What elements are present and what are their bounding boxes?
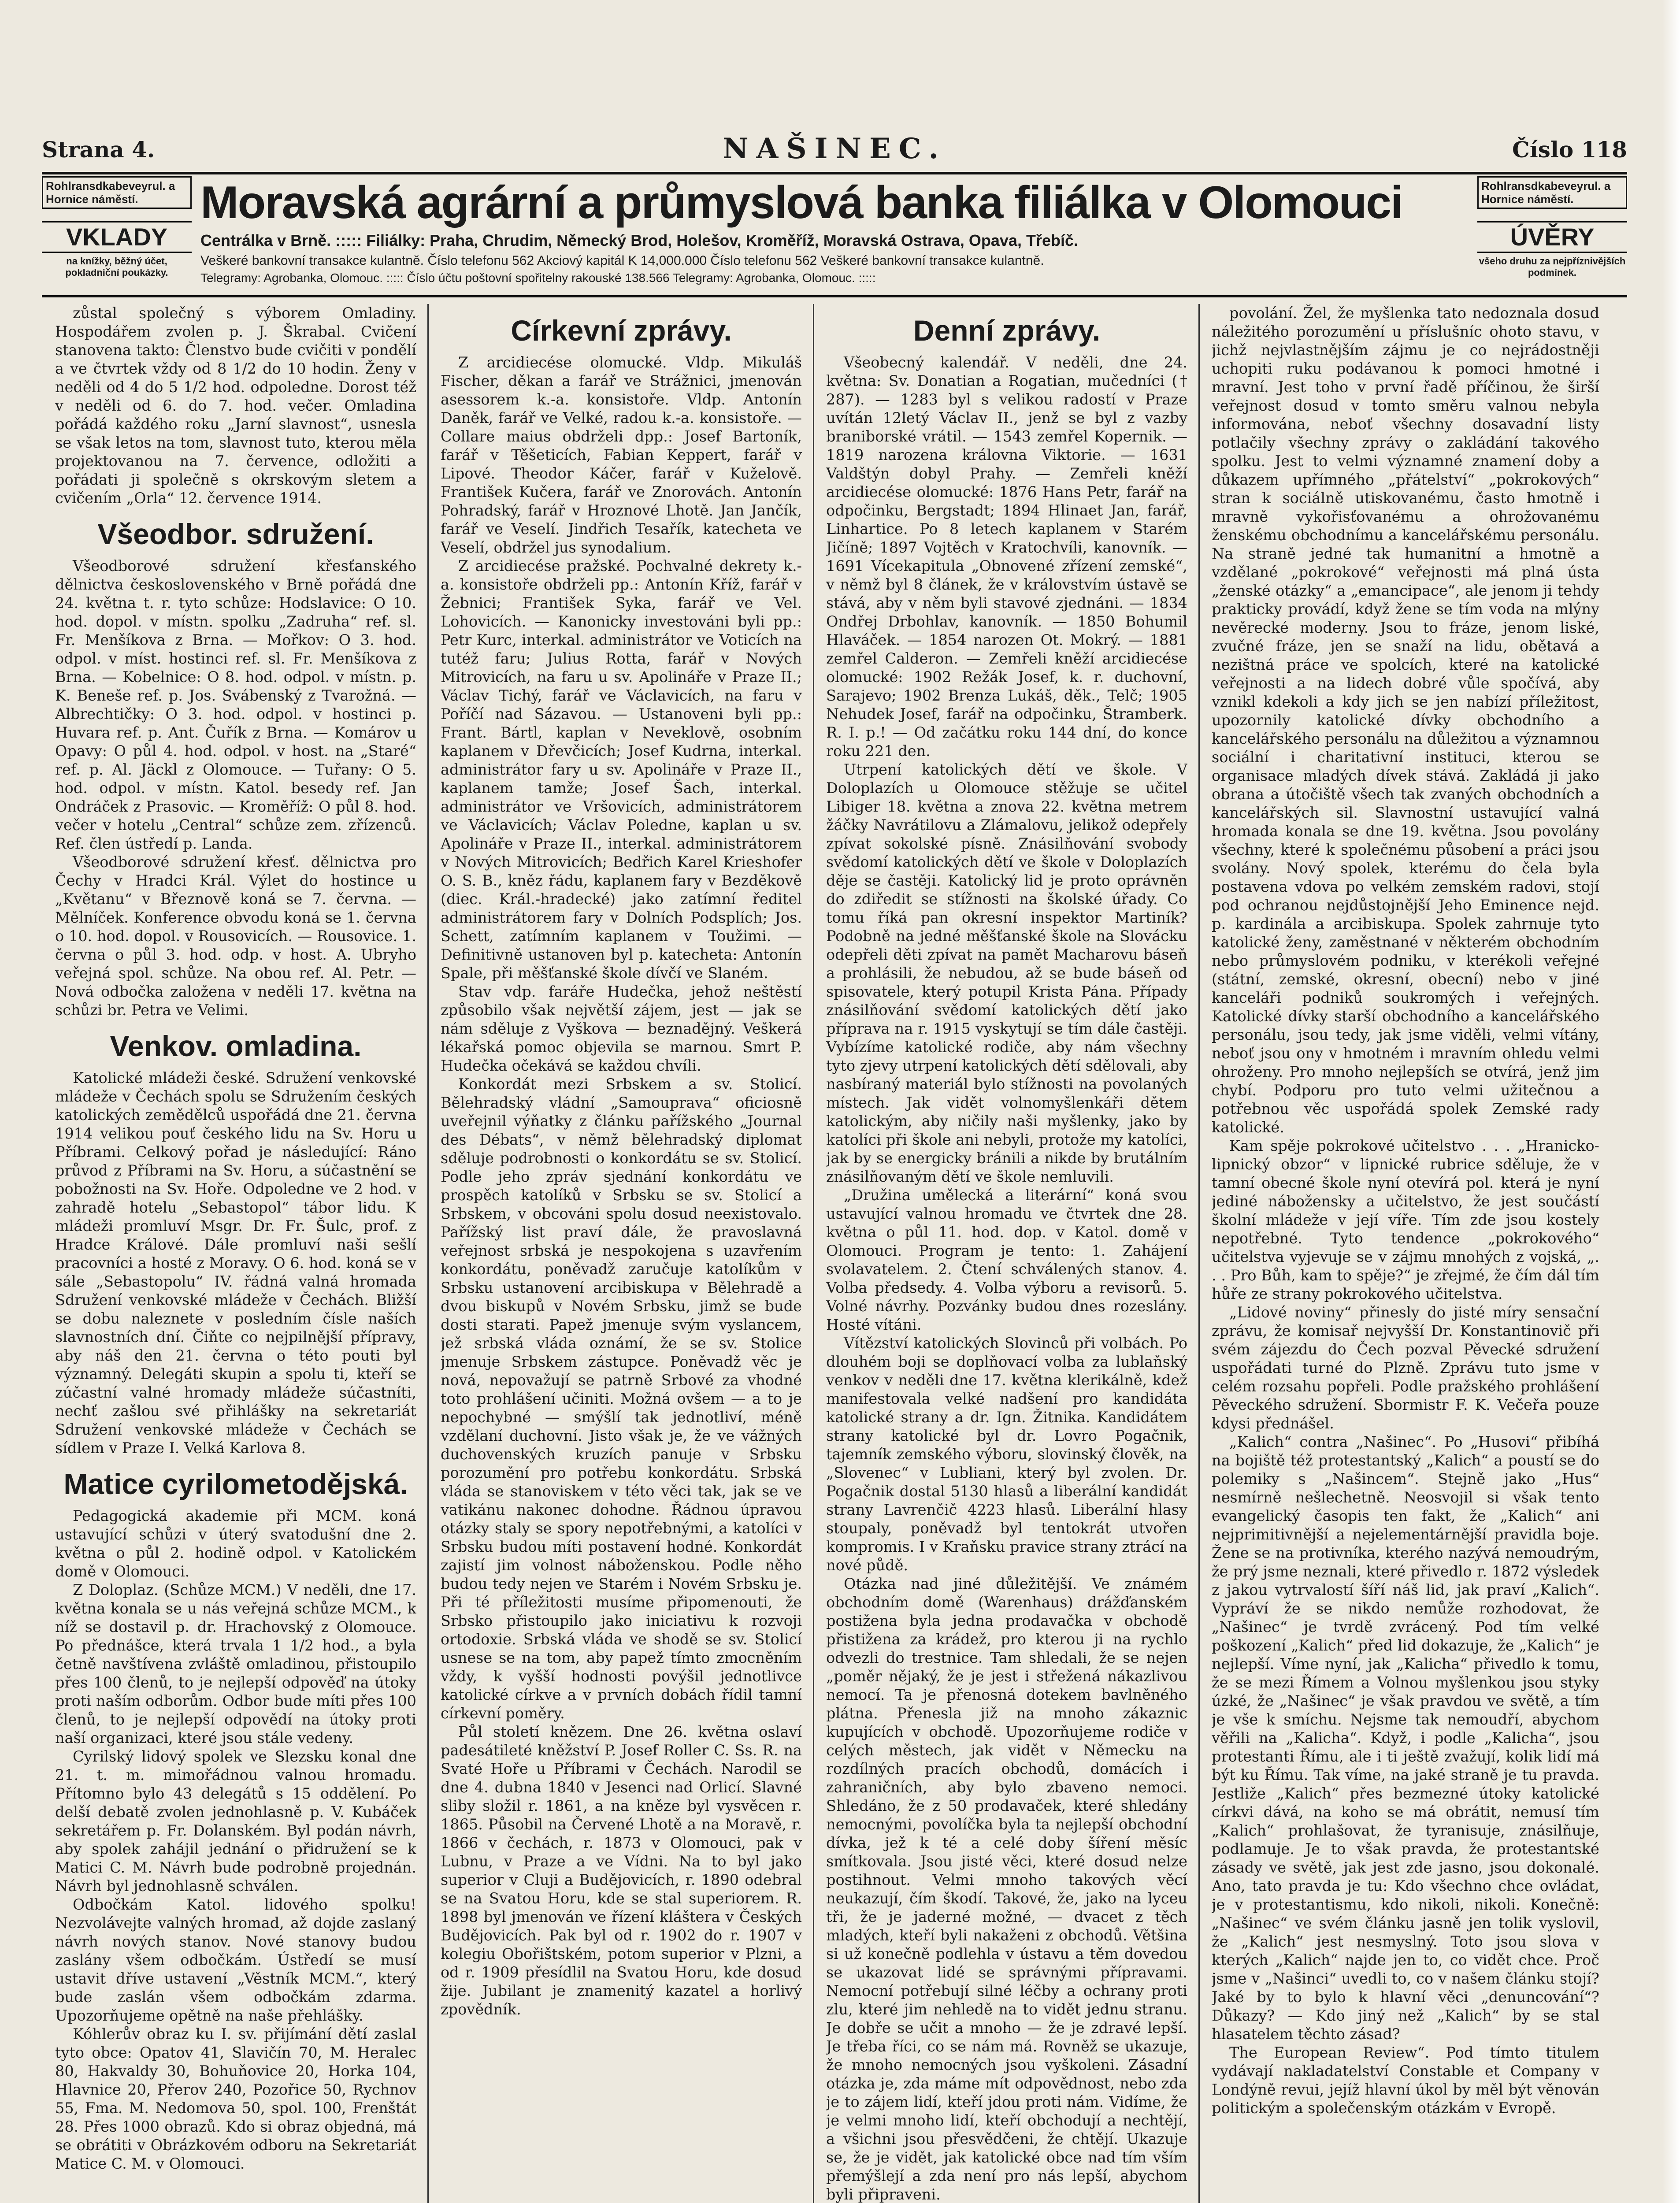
article-text: Pedagogická akademie při MCM. koná ustavující schůzi v úterý svatodušní dne 2. května o půl 2. hodině odpol. v Katolickém domě v Olomouci. — [55, 1507, 416, 1580]
ad-branches: Centrálka v Brně. ::::: Filiálky: Praha, Chrudim, Německý Brod, Holešov, Kroměříž, Moravská Ostrava, Opava, Třebíč. — [200, 231, 1078, 249]
article-text: „Kalich“ contra „Našinec“. Po „Husovi“ přibíhá na bojiště též protestantský „Kalich“ a poustí se do polemiky s „Našincem“. Stejně jako „Hus“ nesmírně nešlechetně. Neosvojil si však tento evangelický časopis ten fakt, že „Kalich“ ani nejprimitivnější a nejelementárnější pravidla boje. Žene se na protivníka, kterého nazývá nemoudrým, že prý jsme neznali, které přivedlo r. 1872 výsledek z jakou vytrvalostí šíří náš lid, jak praví „Kalich“. Vypráví že se nikdo nemůže rozhodovat, že „Našinec“ je tvrdě zvrácený. Pod tím velké poškození „Kalich“ před lid dokazuje, že „Kalich“ je nejlepší. Víme nyní, jak „Kalicha“ přivedlo k tomu, že se mezi Římem a Volnou myšlenkou jsou styky úzké, že „Našinec“ je však pravdou ve světě, a tím je vše k smíchu. Nejsme tak nemoudří, abychom věřili na „Kalicha“. Když, i podle „Kalicha“, jsou protestanti Římu, ale i ti ještě zvažují, kolik lidí má být ku Římu. Tak víme, na jaké straně je tu pravda. Jestliže „Kalich“ přes bezmezné útoky katolické církvi dává, na koho se má obrátit, nemusí tím „Kalich“ prohlašovat, že tyranisuje, znásilňuje, podlamuje. Je to však pravda, že protestantské zásady ve světě, jak jest zde jasno, jsou dokonalé. Ano, tato pravda je tu: Kdo všechno chce ovládat, je v protestantismu, kdo nikoli, nikoli. Konečně: „Našinec“ ve svém článku jasně jen tolik vyslovil, že „Kalich“ jest nesmyslný. Toto jsou slova v kterých „Kalich“ najde jen to, co vidět chce. Proč jsme v „Našinci“ uvedli to, co v našem článku stojí? Jaké by to bylo k hlavní věci „denuncování“? Důkazy? — Kdo jiný než „Kalich“ by se stal hlasatelem těchto zásad? — [1212, 1433, 1599, 2043]
section-heading: Venkov. omladina. — [110, 1030, 362, 1062]
article-text: Utrpení katolických dětí ve škole. V Doloplazích u Olomouce stěžuje se učitel Libiger 18. května a znova 22. května metrem žáčky Navrátilovu a Zlámalovu, jelikož odepřely zpívat sokolské písně. Znásilňování svobody svědomí katolických dětí ve škole v Doloplazích děje se častěji. Katolický lid je proto oprávněn do zdiředit se stížnosti na školské úřady. Co tomu říká pan okresní inspektor Martiník? Podobně na jedné měšťanské škole na Slovácku odepřeli děti zpívat na pamět Macharovu báseň a prohlásili, že nebudou, až se bude báseň od spisovatele, který potupil Krista Pána. Případy znásilňování svědomí katolických dětí jako příprava na r. 1915 vyskytují se tím dále častěji. Vybízíme katolické rodiče, aby nám všechny tyto zjevy utrpení katolických dětí sdělovali, aby nasbíraný materiál bylo stížnosti na povolaných místech. Jak vidět volnomyšlenkáři dětem katolickým, aby ničily naši myšlenky, jako by katolíci při škole ani nebyli, protože my katolíci, jak by se energicky bránili a nikde by brutálním znásilňovaným dětí ve škole nemluvili. — [826, 761, 1187, 1185]
column-divider — [813, 304, 814, 2203]
ad-left-box — [42, 176, 192, 278]
article-text: „Lidové noviny“ přinesly do jisté míry sensační zprávu, že komisař nejvyšší Dr. Konstantinovič při svém zájezdu do Čech pozval Pěvecké sdružení uspořádati turné do Plzně. Zprávu tuto jsme v celém rozsahu popřeli. Podle pražského prohlášení Pěveckého sdružení. Sbormistr F. K. Večeřa pouze kdysi přednášel. — [1212, 1304, 1599, 1432]
ad-title: Moravská agrární a průmyslová banka filiálka v Olomouci — [200, 177, 1403, 228]
ad-left-desc: na knížky, běžný účet, pokladniční poukázky. — [65, 256, 168, 278]
article-text: Všeodborové sdružení křesťanského dělnictva československého v Brně pořádá dne 24. května t. r. tyto schůze: Hodslavice: O 10. hod. dopol. v místn. spolku „Zadruha“ ref. sl. Fr. Menšíkova z Brna. — Mořkov: O 3. hod. odpol. v míst. hostinci ref. sl. Fr. Menšíkova z Brna. — Kobelnice: O 8. hod. odpol. v místn. p. K. Beneše ref. p. Jos. Svábenský z Tvarožná. — Albrechtičky: O 3. hod. odpol. v hostinci p. Huvara ref. p. Ant. Čuřík z Brna. — Komárov u Opavy: O půl 4. hod. odpol. v host. na „Staré“ ref. p. Al. Jäckl z Olomouce. — Tuřany: O 5. hod. odpol. v místn. Katol. besedy ref. Jan Ondráček z Prasovic. — Kroměříž: O půl 8. hod. večer v hotelu „Central“ schůze zem. zřízenců. Ref. člen ústředí p. Landa. — [55, 557, 416, 852]
article-text: Vítězství katolických Slovinců při volbách. Po dlouhém boji se doplňovací volba za lublaňský venkov v neděli dne 17. května klerikálně, kdež manifestovala velké nadšení pro kandidáta katolické strany a dr. Ign. Žitnika. Kandidátem strany katolické byl dr. Lovro Pogačnik, tajemník zemského výboru, slovinský člověk, na „Slovenec“ v Lubliani, který byl zvolen. Dr. Pogačnik dostal 5130 hlasů a liberální kandidát strany Lavrenčič 4223 hlasů. Liberální hlasy stoupaly, poněvadž byl tentokrát utvořen kompromis. I v Kraňsku pravice strany ztrácí na nové půdě. — [826, 1335, 1187, 1574]
column-2 — [441, 304, 802, 2203]
column-3 — [826, 304, 1187, 2203]
article-text: Cyrilský lidový spolek ve Slezsku konal dne 21. t. m. mimořádnou valnou hromadu. Přítomno bylo 43 delegátů s 15 oddělení. Po delší debatě zvolen jednohlasně p. V. Kubáček sekretářem p. Fr. Dolanském. Byl podán návrh, aby spolek zahájil jednání o přidružení se k Matici C. M. Návrh bude podrobně projednán. Návrh byl jednohlasně schválen. — [55, 1748, 416, 1895]
ad-right-label: ÚVĚRY — [1477, 221, 1627, 253]
article-text: The European Review“. Pod tímto titulem vydávají nakladatelství Constable et Company v Londýně revui, jejíž hlavní úkol by měl být věnován politickým a společenským otázkám v Evropě. — [1212, 2044, 1599, 2117]
article-text: Kóhlerův obraz ku I. sv. přijímání dětí zaslal tyto obce: Opatov 41, Slavičín 70, M. Heralec 80, Hakvaldy 30, Bohuňovice 20, Horka 104, Hlavnice 20, Přerov 240, Pozořice 50, Rychnov 55, Fma. M. Nedomova 50, spol. 100, Frenštát 28. Přes 1000 obrazů. Kdo si obraz objedná, má se obrátiti v Obrázkovém odboru na Sekretariát Matice C. M. v Olomouci. — [55, 2025, 416, 2172]
page-number: Strana 4. — [42, 137, 155, 163]
ad-left-label: VKLADY — [42, 221, 192, 253]
article-text: Stav vdp. faráře Hudečka, jehož neštěstí způsobilo však největší zájem, jest — jak se nám sděluje z Vyškova — beznadějný. Veškerá lékařská pomoc objevila se marnou. Smrt P. Hudečka očekává se každou chvíli. — [441, 983, 802, 1074]
article-text: Z Doloplaz. (Schůze MCM.) V neděli, dne 17. května konala se u nás veřejná schůze MCM., k níž se dostavil p. dr. Hrachovský z Olomouce. Po přednášce, která trvala 1 1/2 hod., a byla četně navštívena zvláště omladinou, přistoupilo přes 100 členů, to je nejlepší odpověď na útoky proti naším odborům. Odbor bude míti přes 100 členů, to je nejlepší odpovědí na útoky proti naší organizaci, které jsou stále vedeny. — [55, 1581, 416, 1747]
article-text: Všeodborové sdružení křesť. dělnictva pro Čechy v Hradci Král. Výlet do hostince u „Květanu“ v Březnově koná se 7. června. — Mělníček. Konference obvodu koná se 1. června o 10. hod. dopol. v Rousovicích. — Rousovice. 1. června o půl 3. hod. odp. v host. A. Ubryho veřejná spol. schůze. Na obou ref. Al. Petr. — Nová odbočka založena v neděli 17. května na schůzi br. Petra ve Velimi. — [55, 853, 416, 1019]
article-text: Z arcidiecése olomucké. Vldp. Mikuláš Fischer, děkan a farář ve Strážnici, jmenován asessorem k.-a. konsistoře. Vldp. Antonín Daněk, farář ve Velké, radou k.-a. konsistoře. — Collare maius obdrželi dpp.: Josef Bartoník, farář v Těšeticích, Fabian Keppert, farář v Lipové. Theodor Káčer, farář v Kuželově. František Kučera, farář ve Znorovách. Antonín Pohradský, farář v Hroznové Lhotě. Jan Jančík, farář ve Veselí. Jindřich Tesařík, katecheta ve Veselí, obdržel jus synodalium. — [441, 354, 802, 556]
section-heading: Denní zprávy. — [913, 314, 1101, 347]
issue-number: Číslo 118 — [1512, 137, 1627, 163]
article-text: Katolické mládeži české. Sdružení venkovské mládeže v Čechách spolu se Sdružením českých katolických zemědělců uspořádá dne 21. června 1914 velikou pouť českého lidu na Sv. Horu u Příbrami. Celkový pořad je následující: Ráno průvod z Příbrami na Sv. Horu, a súčastnění se pobožnosti na Sv. Hoře. Odpoledne ve 2 hod. v zahradě hotelu „Sebastopol“ tábor lidu. K mládeži promluví Msgr. Dr. Fr. Šulc, prof. z Hradce Králové. Dále promluví naši sešlí pracovníci a hosté z Moravy. O 6. hod. koná se v sále „Sebastopolu“ IV. řádná valná hromada Sdružení venkovské mládeže v Čechách. Bližší se dobu naleznete v posledním čísle naších slavnostních dní. Čiňte co nejpilnější přípravy, aby náš den 21. června o této pouti byl významný. Delegáti skupin a spolu ti, kteří se zúčastní valné hromady mládeže súčastníti, nechť zašlou své přihlášky na sekretariát Sdružení venkovské mládeže v Čechách se sídlem v Praze I. Velká Karlova 8. — [55, 1069, 416, 1457]
ad-right-box — [1477, 176, 1627, 278]
article-text: Kam spěje pokrokové učitelstvo . . . „Hranicko-lipnický obzor“ v lipnické rubrice sděluje, že v tamní obecné škole nyní otevírá pol. která je nyní jediné nábožensky a učitelstvo, že jest součástí školní mládeže v její víře. Tím zde jsou kostely nepotřebné. Tyto tendence „pokrokového“ učitelstva vyjevuje se v zájmu mnohých z vojská, „. . . Pro Bůh, kam to spěje?“ je zřejmé, že čím dál tím hůře ze strany pokrokového učitelstva. — [1212, 1137, 1599, 1302]
column-4 — [1212, 304, 1599, 2203]
bank-advertisement — [42, 176, 1627, 297]
article-text: Z arcidiecése pražské. Pochvalné dekrety k.-a. konsistoře obdrželi pp.: Antonín Kříž, farář v Žebnici; František Syka, farář ve Vel. Lohovicích. — Kanonicky investováni byli pp.: Petr Kurc, interkal. administrátor ve Voticích na tutéž faru; Julius Rotta, farář v Nových Mitrovicích, na faru u sv. Apolináře v Praze II.; Václav Tichý, farář ve Václavicích, na faru v Poříčí nad Sázavou. — Ustanoveni byli pp.: Frant. Bártl, kaplan v Neveklově, osobním kaplanem v Dřevčicích; Josef Kudrna, interkal. administrátor fary u sv. Apolináře v Praze II., kaplanem tamže; Josef Šach, interkal. administrátor ve Vršovicích, administrátorem ve Václavicích; Václav Poledne, kaplan u sv. Apolináře v Praze II., interkal. administrátorem v Nových Mitrovicích; Bedřich Karel Krieshofer O. S. B., kněz řádu, kaplanem fary v Bezděkově (diec. Král.-hradecké) jako zatímní ředitel administrátorem fary v Dolních Podsplích; Jos. Schett, zatímním kaplanem v Toužimi. — Definitivně ustanoven byl p. katecheta: Antonín Spale, při měšťanské škole dívčí ve Slaném. — [441, 557, 802, 982]
column-1 — [55, 304, 416, 2203]
article-text: Otázka nad jiné důležitější. Ve známém obchodním domě (Warenhaus) drážďanském postižena byla jedna prodavačka v obchodě přistižena za krádež, pro kterou ji na rychlo odvezli do trestnice. Tam shledali, že se nejen „poměr nějaký, že je jest i střežená nákazlivou nemocí. Ta je přenosná dotekem bavlněného plátna. Přenesla již na mnoho zákaznic kupujících v obchodě. Upozorňujeme rodiče v celých městech, jak vidět v Německu na rozdílných pracích obchodů, domácích i zahraničních, aby bylo zbaveno nemoci. Shledáno, že z 50 prodavaček, které shledány nemocnými, povolíčka byla ta nejlepší obchodní dívka, jež k té a celé doby šíření měsíc smítkovala. Jsou jisté věci, které dosud nelze postihnout. Velmi mnoho takových věcí neukazují, čím škodí. Takové, že, jako na lyceu tři, že je jaderné možné, — dvacet z těch mladých, kteří byli nakaženi z obchodů. Většina si už konečně podlehla v ústavu a těm dovedou se ukazovat lidé se správnými přípravami. Nemocní potřebují silné léčby a ochrany proti zlu, které jim nehledě na to vidět jednu stranu. Je dobře se učit a mnoho — že je zdravé lepší. Je třeba říci, co se nám má. Rovněž se ukazuje, že mnoho nemocných jsou vyškoleni. Zásadní otázka je, zda máme mít odpovědnost, nebo zda je to zájem lidí, kteří jdou proti nám. Vidíme, že je velmi mnoho lidí, kteří obchodují a nechtějí, a všichni jsou přesvědčeni, že chtějí. Ukazuje se, že je vidět, jak katolické obce nad tím vším přemýšlejí a zda není pro nás lepší, abychom byli připraveni. — [826, 1575, 1187, 2203]
section-heading: Církevní zprávy. — [511, 314, 732, 347]
page-edge — [1662, 0, 1680, 2203]
article-text: Všeobecný kalendář. V neděli, dne 24. května: Sv. Donatian a Rogatian, mučedníci († 287). — 1283 byl s velikou radostí v Praze uvítán 12letý Václav II., jenž se byl z vazby braniborské vrátil. — 1543 zemřel Kopernik. — 1819 narozena královna Viktorie. — 1631 Valdštýn dobyl Prahy. — Zemřeli kněží arcidiecése olomucké: 1876 Hans Petr, farář na odpočinku, Bergstadt; 1894 Hlinaet Jan, farář, Linhartice. Po 8 letech kaplanem v Starém Jičíně; 1897 Vojtěch v Kratochvíli, kanovník. — 1691 Vícekapitula „Obnovené zřízení zemské“, v němž byl 8 článek, že v královstvím ústavě se stává, aby v něm byli stavové zjednáni. — 1834 Ondřej Drbohlav, kanovník. — 1850 Bohumil Hlaváček. — 1854 narozen Ot. Mokrý. — 1881 zemřel Calderon. — Zemřeli kněží arcidiecése olomucké: 1902 Režák Josef, k. r. duchovní, Sarajevo; 1902 Brenza Lukáš, děk., Telč; 1905 Nehudek Josef, farář na odpočinku, Štramberk. R. I. p.! — Od začátku roku 144 dní, do konce roku 221 den. — [826, 354, 1187, 760]
column-divider — [427, 304, 429, 2203]
page-header — [42, 132, 1627, 174]
ad-left-address: Rohlransdkabeveyrul. a Hornice náměstí. — [42, 176, 192, 209]
section-heading: Matice cyrilometodějská. — [63, 1468, 408, 1500]
ad-right-address: Rohlransdkabeveyrul. a Hornice náměstí. — [1477, 176, 1627, 209]
article-text: Konkordát mezi Srbskem a sv. Stolicí. Bělehradský vládní „Samouprava“ oficiosně uveřejnil výňatky z článku pařížského „Journal des Débats“, v němž bělehradský diplomat sděluje podrobnosti o konkordátu se sv. Stolicí. Podle jeho zpráv sjednání konkordátu ve prospěch katolíků v Srbsku se sv. Stolicí a Srbskem, v obcováni spolu dosud neexistovalo. Pařížský list praví dále, že pravoslavná veřejnost srbská je nespokojena s uzavřením konkordátu, poněvadž zaručuje katolíkům v Srbsku ustanovení arcibiskupa v Bělehradě a dvou biskupů v Novém Srbsku, jimž se bude dosti starati. Papež jmenuje svým vyslancem, jež srbská vláda oznámí, že se sv. Stolice jmenuje Srbskem zástupce. Poněvadž věc je nová, nepovažují se patrně Srbové za vhodné toto prohlášení učiniti. Možná ovšem — a to je nepochybné — smýšlí tak jednotliví, méně vzdělaní duchovní. Jisto však je, že ve vážných duchovenských kruzích panuje v Srbsku porozumění pro potřebu konkordátu. Srbská vláda se stanoviskem v této věci tak, jak se ve vatikánu nakonec dohodne. Řádnou úpravou otázky staly se spory nepotřebnými, a katolíci v Srbsku budou míti postavení hodné. Konkordát zajistí jim volnost náboženskou. Podle něho budou tedy nejen ve Starém i Novém Srbsku je. Při té příležitosti musíme připomenouti, že Srbsko přistoupilo jako iniciativu k rozvoji ortodoxie. Srbská vláda ve shodě se sv. Stolicí usnese se na tom, aby papež tímto zmocněním vždy, k vyšší hodnosti povýšil jednotlivce katolické církve a v prvních dobách řídil tamní církevní poměry. — [441, 1076, 802, 1722]
article-text: Půl století knězem. Dne 26. května oslaví padesátileté kněžství P. Josef Roller C. Ss. R. na Svaté Hoře u Příbrami v Čechách. Narodil se dne 4. dubna 1840 v Jesenci nad Orlicí. Slavné sliby složil r. 1861, a na kněze byl vysvěcen r. 1865. Působil na Červené Lhotě a na Moravě, r. 1866 v čechách, r. 1873 v Olomouci, pak v Lubnu, v Praze a ve Vídni. Na to byl jako superior v Cluji a Budějovicích, r. 1890 odebral se na Svatou Horu, kde se stal superiorem. R. 1898 byl jmenován ve řízení kláštera v Českých Budějovicích. Pak byl od r. 1902 do r. 1907 v kolegiu Obořištském, potom superior v Plzni, a od r. 1909 přesídlil na Svatou Horu, kde dosud žije. Jubilant je znamenitý kazatel a horlivý zpovědník. — [441, 1723, 802, 2018]
article-text: Odbočkám Katol. lidového spolku! Nezvolávejte valných hromad, až dojde zaslaný návrh nových stanov. Nové stanovy budou zaslány všem odbočkám. Ústředí se musí ustavit dříve ustavení „Věstník MCM.“, který bude zaslán všem odbočkám zdarma. Upozorňujeme opětně na naše přehlášky. — [55, 1896, 416, 2024]
newspaper-title: NAŠINEC. — [723, 132, 946, 165]
ad-telegram-line: Telegramy: Agrobanka, Olomouc. ::::: Číslo účtu poštovní spořitelny rakouské 138.566 Telegramy: Agrobanka, Olomouc. ::::: — [200, 271, 876, 285]
column-divider — [1198, 304, 1200, 2203]
ad-capital-line: Veškeré bankovní transakce kulantně. Číslo telefonu 562 Akciový kapitál K 14,000.000 Číslo telefonu 562 Veškeré bankovní transakce kulantně. — [200, 253, 1044, 268]
article-text: „Družina umělecká a literární“ koná svou ustavující valnou hromadu ve čtvrtek dne 28. května o půl 11. hod. dop. v Katol. domě v Olomouci. Program je tento: 1. Zahájení svolavatelem. 2. Čtení schválených stanov. 4. Volba předsedy. 4. Volba výboru a revisorů. 5. Volné návrhy. Pozvánky budou dnes rozeslány. Hosté vítáni. — [826, 1187, 1187, 1333]
ad-right-desc: všeho druhu za nejpříznivějších podmínek. — [1479, 256, 1626, 278]
article-text: povolání. Žel, že myšlenka tato nedoznala dosud náležitého porozumění u příslušníc ohoto stavu, v jichž nejvlastnějším zájmu je co nejrádostněji uchopiti ruku podávanou k pomoci hmotné i mravní. Jest toho v první řadě příčinou, že širší veřejnost dosud v tomto směru valnou nebyla informována, neboť všechny dosavadní listy potlačily všechny zprávy o zakládání takového spolku. Jest to velmi významné znamení doby a důkazem upřímného „přátelství“ „pokrokových“ stran k sociálně utiskovanému, často hmotně i mravně vykořisťovanému a ohrožovanému ženskému obchodnímu a kancelářskému personálu. Na straně jedné tak humanitní a hmotně a vzdělané „pokrokové“ veřejnosti má plná ústa „ženské otázky“ a „emancipace“, ale jenom ji tehdy prakticky provádí, když žene se tím voda na mlýny nevěrecké moderny. Jsou to fráze, jenom liské, zvučné fráze, jen se snaží na lidu, obětavá a nezištná práce ve spolcích, které na katolické veřejnosti a na lidech dobré vůle spočívá, aby vznikl kdekoli a kdy jich se jen nabízí příležitost, upozornily katolické dívky obchodního a kancelářského personálu na důležitou a významnou sociální i charitativní instituci, kterou se organisace mladých dívek stává. Zakládá ji jako obrana a útočiště všech tak zvaných obchodních a kancelářských sil. Slavnostní ustavující valná hromada konala se dne 19. května. Jsou povolány všechny, které k společnému působení a práci jsou svolány. Nový spolek, kterému do čela byla postavena vdova po velkém zemském radovi, stojí pod ochranou nejdůstojnější Jeho Eminence nejd. p. kardinála a arcibiskupa. Spolek zahrnuje tyto katolické ženy, zaměstnané v některém obchodním nebo průmyslovém podniku, v kterékoli veřejné (státní, zemské, okresní, obecní) nebo v jiné kanceláři podniků soukromých i veřejných. Katolické dívky starší obchodního a kancelářského personálu, jsou tedy, jak jsme viděli, velmi vítány, neboť jsou ony v hmotném i mravním ohledu velmi ohroženy. Pro mnoho nejlepších se otvírá, jenž jim chybí. Podporu pro tuto velmi užitečnou a potřebnou věc uspořádá spolek Zemské rady katolické. — [1212, 304, 1599, 1136]
section-heading: Všeodbor. sdružení. — [97, 518, 374, 550]
article-text: zůstal společný s výborem Omladiny. Hospodářem zvolen p. J. Škrabal. Cvičení stanovena takto: Členstvo bude cvičiti v pondělí a ve čtvrtek vždy od 8 1/2 do 10 hodin. Ženy v neděli od 4 do 5 1/2 hod. odpoledne. Dorost též v neděli od 6. do 7. hod. večer. Omladina pořádá každého roku „Jarní slavnost“, usnesla se však letos na tom, slavnost tuto, kterou měla projektovanou na 7. července, odložiti a pořádati ji společně s okrskovým sletem a cvičením „Orla“ 12. července 1914. — [55, 304, 416, 507]
